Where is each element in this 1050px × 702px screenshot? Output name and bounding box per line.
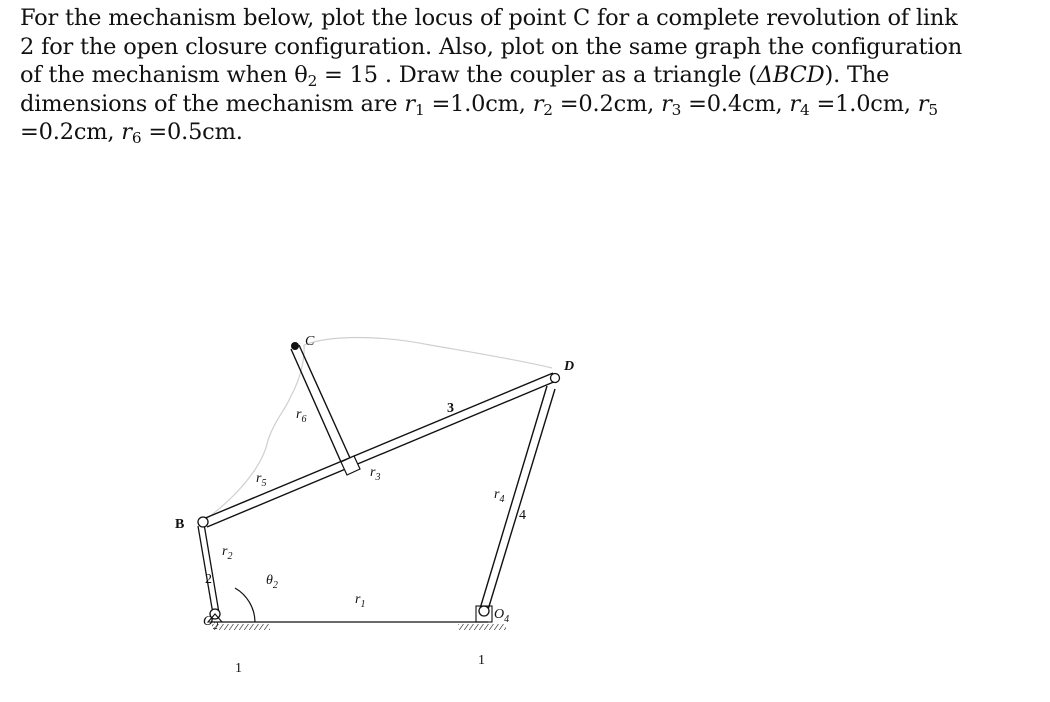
label-link-3: 3 [447,401,454,416]
label-b: B [175,517,185,532]
r5-value: =0.2cm, [20,119,122,146]
dim-r5: $r_5$ [917,90,938,119]
line3-text: of the mechanism when θ [20,62,308,89]
problem-line-1: For the mechanism below, plot the locus of point C for a complete revolution of link [20,5,958,31]
label-c: C [305,334,315,349]
r6-value: =0.5cm. [141,119,243,146]
dim-r2: $r_2 =0.2cm$, [532,90,662,119]
label-o4: $O_4$ [494,607,510,625]
label-ground-right: 1 [478,653,485,668]
label-r2: $r_2$ [222,544,233,562]
label-r5: $r_5$ [256,471,267,489]
problem-line-2: 2 for the open closure configuration. Also, plot on the same graph the configuration [20,33,963,60]
r6-subscript: 6 [131,129,142,148]
line3-mid-text: = 15 . Draw the coupler as a triangle ( [317,62,757,89]
problem-line-5 [20,118,1040,147]
coupler-curve [205,338,552,521]
label-theta2: $\theta_2$ [266,573,278,591]
dim-r4: $r_4 =1.0cm$, [789,90,918,119]
dimensions-intro: dimensions of the mechanism are [20,90,405,117]
triangle-notation: ΔBCD [756,62,825,89]
label-ground-left: 1 [235,661,242,676]
label-r4: $r_4$ [494,487,505,505]
point-c-dot [291,342,299,350]
problem-line-4 [20,90,1040,119]
problem-line-3 [20,61,1040,90]
line3-end-text: ). The [824,62,890,89]
problem-statement [20,4,1040,147]
mechanism-figure [140,315,640,685]
label-r1: $r_1$ [355,592,366,610]
dim-r1: $r_1 =1.0cm$, [404,90,533,119]
label-o2: $O_2$ [203,614,219,632]
joint-b [198,517,208,527]
label-d: D [564,359,575,374]
link-2-crank [198,524,219,614]
label-link-2: 2 [205,572,212,587]
label-r3: $r_3$ [370,465,381,483]
right-angle-marker [341,456,360,475]
link-r6-arm [291,345,350,462]
theta-subscript: 2 [307,72,318,90]
link-4-rocker [479,386,555,613]
dim-r3: $r_3 =0.4cm$, [661,90,790,119]
r6-symbol: r [121,119,132,146]
label-r6: $r_6$ [296,407,307,425]
joint-d [551,374,560,383]
theta2-arc [235,588,255,622]
label-link-4: 4 [519,508,526,523]
